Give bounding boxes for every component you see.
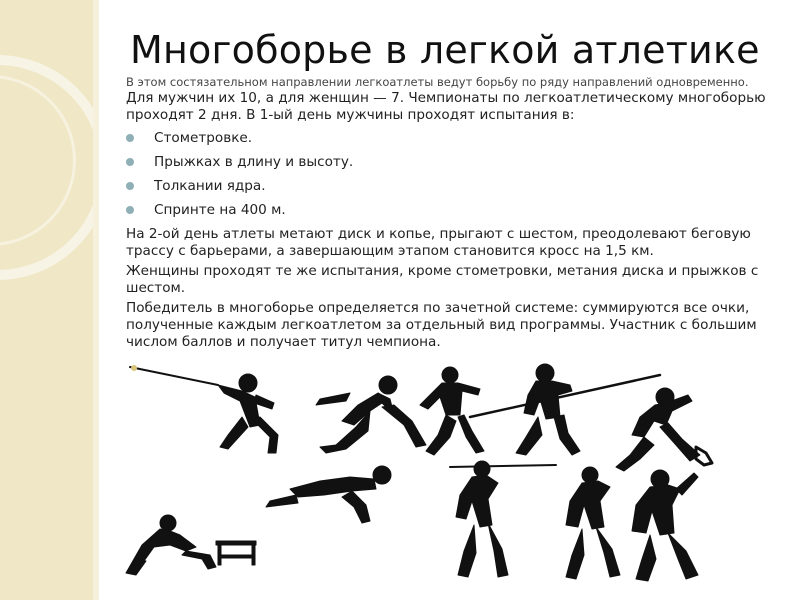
winner-paragraph: Победитель в многоборье определяется по зачетной системе: суммируются все очки, полученные каждым легкоатлетом за отдельный вид программы. Участник с большим числом баллов и получает титул чемпиона. <box>126 300 757 350</box>
bullet-icon <box>126 206 134 214</box>
list-item: Спринте на 400 м. <box>126 202 766 219</box>
bullet-icon <box>126 134 134 142</box>
slide-content <box>126 74 766 354</box>
list-item: Стометровке. <box>126 130 766 147</box>
hurdler-icon <box>126 515 256 575</box>
slide-title: Многоборье в легкой атлетике <box>130 28 760 72</box>
shot-putter-bottom-icon <box>632 470 698 581</box>
events-list <box>126 130 766 219</box>
athlete-silhouettes-illustration <box>120 355 760 590</box>
discus-thrower-icon <box>616 388 712 471</box>
shot-putter-icon <box>420 367 484 455</box>
list-item: Толкании ядра. <box>126 178 766 195</box>
bullet-icon <box>126 158 134 166</box>
high-jumper-icon <box>266 466 391 523</box>
sprinter-icon <box>316 376 426 453</box>
list-item: Прыжках в длину и высоту. <box>126 154 766 171</box>
silhouettes-svg <box>120 355 760 590</box>
pole-vaulter-icon <box>470 364 660 455</box>
runner-icon <box>566 467 620 579</box>
javelin-icon <box>130 367 218 385</box>
women-paragraph: Женщины проходят те же испытания, кроме стометровки, метания диска и прыжков с шестом. <box>126 263 759 296</box>
javelin-thrower-icon <box>218 374 278 453</box>
javelin-runner-icon <box>450 461 556 577</box>
decorative-side-band <box>0 0 93 600</box>
javelin-tip-icon <box>131 365 137 371</box>
intro-small-text: В этом состязательном направлении легкоатлеты ведут борьбу по ряду направлений одновременно. <box>126 75 749 89</box>
day-two-paragraph: На 2-ой день атлеты метают диск и копье, прыгают с шестом, преодолевают беговую трассу с барьерами, а завершающим этапом становится кросс на 1,5 км. <box>126 226 751 259</box>
decorative-divider <box>93 0 99 600</box>
bullet-icon <box>126 182 134 190</box>
intro-text: Для мужчин их 10, а для женщин — 7. Чемпионаты по легкоатлетическому многоборью проходят 2 дня. В 1-ый день мужчины проходят испытания в: <box>126 90 766 123</box>
